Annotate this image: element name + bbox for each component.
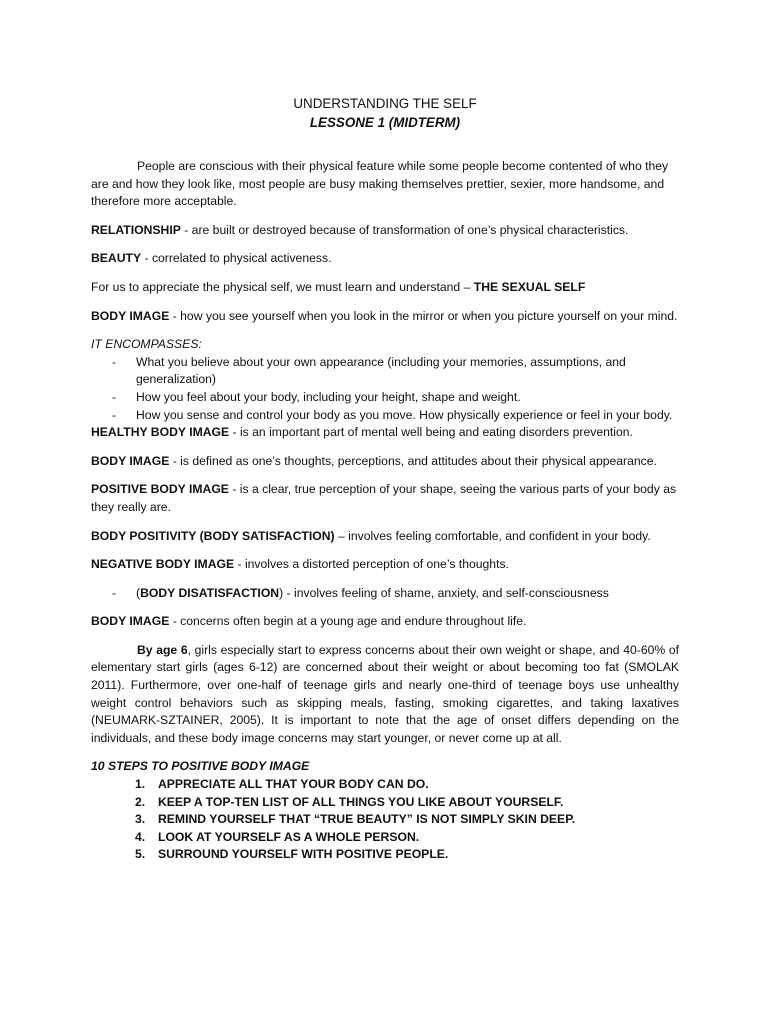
definition-term: BODY IMAGE bbox=[91, 453, 170, 468]
sexual-self-emphasis: THE SEXUAL SELF bbox=[473, 279, 586, 294]
step-number: 3. bbox=[135, 812, 146, 827]
document-subtitle: LESSONE 1 (MIDTERM) bbox=[309, 115, 461, 130]
definition-term: BEAUTY bbox=[91, 251, 142, 266]
step-text: APPRECIATE ALL THAT YOUR BODY CAN DO. bbox=[158, 777, 429, 792]
list-item bbox=[91, 811, 679, 829]
healthy-body-image-definition bbox=[91, 424, 679, 442]
definition-term: POSITIVE BODY IMAGE bbox=[91, 482, 229, 497]
sexual-self-paragraph bbox=[91, 279, 679, 297]
definition-term: RELATIONSHIP bbox=[91, 222, 181, 237]
relationship-definition bbox=[91, 222, 679, 240]
negative-body-image-definition bbox=[91, 556, 679, 574]
definition-term: BODY DISATISFACTION bbox=[140, 585, 280, 600]
body-image-definition-3 bbox=[91, 613, 679, 631]
list-item-text: What you believe about your own appearance (including your memories, assumptions, and generalization) bbox=[136, 354, 626, 387]
step-number: 1. bbox=[135, 777, 146, 792]
definition-text: - correlated to physical activeness. bbox=[141, 251, 332, 266]
body-positivity-definition bbox=[91, 528, 679, 546]
definition-term: BODY POSITIVITY (BODY SATISFACTION) bbox=[91, 528, 335, 543]
age-text: , girls especially start to express concerns about their own weight or shape, and 40-60% of elementary start girls (ages 6-12) are concerned about their weight or about becoming too fat (SMOLAK 2011). Furthermore, over one-half of teenage girls and nearly one-third of teenage boys use unhealthy weight control behaviors such as skipping meals, fasting, smoking cigarettes, and taking laxatives (NEUMARK-SZTAINER, 2005). It is important to note that the age of onset differs depending on the individuals, and these body image concerns may start younger, or never come up at all. bbox=[91, 642, 679, 745]
step-text: REMIND YOURSELF THAT “TRUE BEAUTY” IS NOT SIMPLY SKIN DEEP. bbox=[158, 812, 576, 827]
positive-body-image-definition bbox=[91, 481, 679, 516]
body-image-definition-2 bbox=[91, 453, 679, 471]
encompasses-heading: IT ENCOMPASSES: bbox=[91, 337, 202, 352]
definition-term: HEALTHY BODY IMAGE bbox=[91, 425, 230, 440]
age-lead: By age 6 bbox=[137, 642, 188, 657]
step-text: KEEP A TOP-TEN LIST OF ALL THINGS YOU LIKE ABOUT YOURSELF. bbox=[158, 794, 564, 809]
definition-text: – involves feeling comfortable, and confident in your body. bbox=[334, 528, 651, 543]
document-body bbox=[91, 94, 679, 864]
document-title: UNDERSTANDING THE SELF bbox=[293, 96, 477, 111]
list-item bbox=[91, 407, 679, 425]
list-item bbox=[91, 794, 679, 812]
definition-text: - how you see yourself when you look in the mirror or when you picture yourself on your mind. bbox=[169, 308, 678, 323]
list-item-text: How you sense and control your body as you move. How physically experience or feel in your body. bbox=[136, 407, 673, 422]
definition-text: - concerns often begin at a young age and endure throughout life. bbox=[169, 614, 527, 629]
definition-text: - is defined as one’s thoughts, perceptions, and attitudes about their physical appearance. bbox=[169, 453, 657, 468]
steps-heading: 10 STEPS TO POSITIVE BODY IMAGE bbox=[91, 759, 310, 774]
step-number: 2. bbox=[135, 794, 146, 809]
list-item-text: How you feel about your body, including your height, shape and weight. bbox=[136, 389, 521, 404]
step-number: 5. bbox=[135, 847, 146, 862]
definition-text: - are built or destroyed because of transformation of one’s physical characteristics. bbox=[180, 222, 629, 237]
list-item bbox=[91, 846, 679, 864]
paren-open: ( bbox=[136, 585, 141, 600]
step-text: SURROUND YOURSELF WITH POSITIVE PEOPLE. bbox=[158, 847, 449, 862]
encompasses-list bbox=[91, 354, 679, 424]
definition-text: - is a clear, true perception of your shape, seeing the various parts of your body as they really are. bbox=[91, 482, 677, 514]
definition-term: BODY IMAGE bbox=[91, 614, 170, 629]
intro-paragraph: People are conscious with their physical feature while some people become contented of who they are and how they look like, most people are busy making themselves prettier, sexier, more handsome, and therefore more acceptable. bbox=[91, 159, 669, 209]
definition-term: BODY IMAGE bbox=[91, 308, 170, 323]
step-text: LOOK AT YOURSELF AS A WHOLE PERSON. bbox=[158, 829, 420, 844]
dash-bullet: - bbox=[112, 389, 117, 404]
definition-term: NEGATIVE BODY IMAGE bbox=[91, 557, 235, 572]
list-item bbox=[91, 829, 679, 847]
body-dissatisfaction-definition bbox=[91, 585, 679, 603]
steps-list bbox=[91, 776, 679, 864]
dash-bullet: - bbox=[112, 585, 117, 600]
list-item bbox=[91, 776, 679, 794]
body-image-definition-1 bbox=[91, 308, 679, 326]
age-paragraph bbox=[91, 642, 679, 748]
dash-bullet: - bbox=[112, 407, 117, 422]
list-item bbox=[91, 389, 679, 407]
definition-text: - involves a distorted perception of one’s thoughts. bbox=[234, 557, 509, 572]
beauty-definition bbox=[91, 250, 679, 268]
definition-text: - is an important part of mental well being and eating disorders prevention. bbox=[229, 425, 633, 440]
definition-text: ) - involves feeling of shame, anxiety, and self-consciousness bbox=[279, 585, 609, 600]
dash-bullet: - bbox=[112, 354, 117, 369]
step-number: 4. bbox=[135, 829, 146, 844]
list-item bbox=[91, 354, 679, 389]
sexual-self-text: For us to appreciate the physical self, we must learn and understand – bbox=[91, 279, 474, 294]
